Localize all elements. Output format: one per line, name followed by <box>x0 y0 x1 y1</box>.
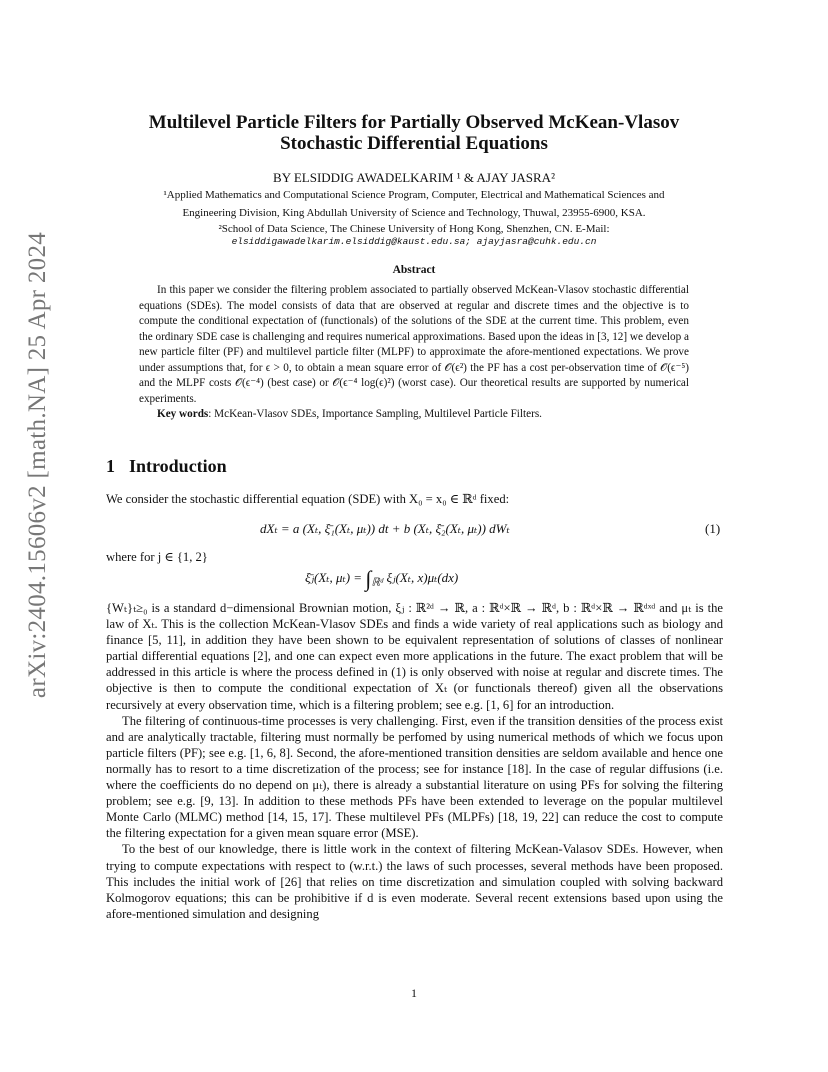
intro-paragraph-4: The filtering of continuous-time processes is very challenging. First, even if the transition densities of the process exist and are analytically tractable, filtering must normally be perfomed by using numerical methods of which we focus upon particle filters (PF); see e.g. [1, 6, 8]. Second, the afore-mentioned transition densities are seldom available and hence one normally has to resort to a time discretization of the process; see for instance [18]. In the case of regular diffusions (i.e. where the coefficients do no depend on μₜ), there is already a substantial literature on using PFs for solving the filtering problem; see e.g. [9, 13]. In addition to these methods PFs have been extended to leverage on the popular multilevel Monte Carlo (MLMC) method [14, 15, 17]. These multilevel PFs (MLPFs) [18, 19, 22] can reduce the cost to compute the filtering expectation for a given mean square error (MSE). <box>106 713 723 841</box>
affiliation-1 <box>110 186 718 222</box>
arxiv-sidebar <box>18 231 58 699</box>
affiliation-1-line-2: Engineering Division, King Abdullah University of Science and Technology, Thuwal, 23955-6900, KSA. <box>182 207 646 219</box>
keywords <box>139 407 689 423</box>
intro-paragraph-3: {Wₜ}ₜ≥₀ is a standard d−dimensional Brownian motion, ξⱼ : ℝ²ᵈ → ℝ, a : ℝᵈ×ℝ → ℝᵈ, b : ℝᵈ×ℝ → ℝᵈˣᵈ and μₜ is the law of Xₜ. This is the collection McKean-Vlasov SDEs and finds a wide variety of real applications such as biology and finance [5, 11], in addition they have been shown to be equivalent representation of solutions of classes of nonlinear partial differential equations [2], and one can expect even more applications in the future. The exact problem that will be addressed in this article is where the process defined in (1) is only observed with noise at regular and discrete times. The objective is then to compute the conditional expectation of Xₜ (or functionals thereof) given all the observations recursively at every observation time, which is a filtering problem; see e.g. [1, 6] for an introduction. <box>106 601 723 712</box>
section-number: 1 <box>106 456 115 476</box>
equation-2-lhs: ξ̄ⱼ(Xₜ, μₜ) = <box>305 569 363 585</box>
keywords-label: Key words <box>157 408 209 420</box>
abstract-body <box>139 283 689 423</box>
section-heading <box>106 456 227 477</box>
title-line-1: Multilevel Particle Filters for Partially Observed McKean-Vlasov <box>148 112 680 133</box>
keywords-list: : McKean-Vlasov SDEs, Importance Sampling, Multilevel Particle Filters. <box>208 408 542 420</box>
arxiv-identifier: arXiv:2404.15606v2 [math.NA] 25 Apr 2024 <box>24 231 51 699</box>
integral-domain: ℝᵈ <box>371 576 384 589</box>
intro-body <box>106 600 723 922</box>
equation-2-rhs: ξⱼ(Xₜ, x)μₜ(dx) <box>383 569 459 585</box>
abstract-text: In this paper we consider the filtering problem associated to partially observed McKean-Vlasov stochastic differential equations (SDEs). The model consists of data that are observed at regular and discrete times and the objective is to compute the conditional expectation of (functionals) of the solutions of the SDE at the current time. This problem, even the ordinary SDE case is challenging and requires numerical approximations. Based upon the ideas in [3, 12] we develop a new particle filter (PF) and multilevel particle filter (MLPF) to approximate the afore-mentioned expectations. We prove under assumptions that, for ϵ > 0, to obtain a mean square error of 𝒪(ϵ²) the PF has a cost per-observation time of 𝒪(ϵ⁻⁵) and the MLPF costs 𝒪(ϵ⁻⁴) (best case) or 𝒪(ϵ⁻⁴ log(ϵ)²) (worst case). Our theoretical results are supported by numerical experiments. <box>139 284 689 405</box>
page-number: 1 <box>411 986 417 1000</box>
abstract-heading: Abstract <box>392 264 436 276</box>
author-list: BY ELSIDDIG AWADELKARIM ¹ & AJAY JASRA² <box>273 170 555 185</box>
equation-1-number: (1) <box>705 521 721 536</box>
intro-paragraph-1: We consider the stochastic differential equation (SDE) with X₀ = x₀ ∈ ℝᵈ fixed: <box>106 492 510 506</box>
intro-paragraph-5: To the best of our knowledge, there is little work in the context of filtering McKean-Valasov SDEs. However, when trying to compute expectations with respect to (w.r.t.) the laws of such processes, several methods have been proposed. This includes the initial work of [26] that relies on time discretization and simulation coupled with solving backward Kolmogorov equations; this can be prohibitive if d is even moderate. Several recent extensions based upon using the afore-mentioned simulation and designing <box>106 842 723 921</box>
affiliation-1-line-1: ¹Applied Mathematics and Computational Science Program, Computer, Electrical and Mathematical Sciences and <box>163 189 665 201</box>
intro-paragraph-2: where for j ∈ {1, 2} <box>106 550 208 564</box>
title-line-2: Stochastic Differential Equations <box>280 133 548 154</box>
paper-title <box>100 112 728 154</box>
integral-sign: ∫ <box>365 566 372 591</box>
affiliation-2: ²School of Data Science, The Chinese University of Hong Kong, Shenzhen, CN. E-Mail: <box>218 223 610 235</box>
author-emails: elsiddigawadelkarim.elsiddig@kaust.edu.sa; ajayjasra@cuhk.edu.cn <box>231 236 597 247</box>
equation-1: dXₜ = a (Xₜ, ξ̄₁(Xₜ, μₜ)) dt + b (Xₜ, ξ̄₂(Xₜ, μₜ)) dWₜ <box>260 521 510 536</box>
equation-2 <box>305 566 458 592</box>
section-title: Introduction <box>129 456 227 476</box>
